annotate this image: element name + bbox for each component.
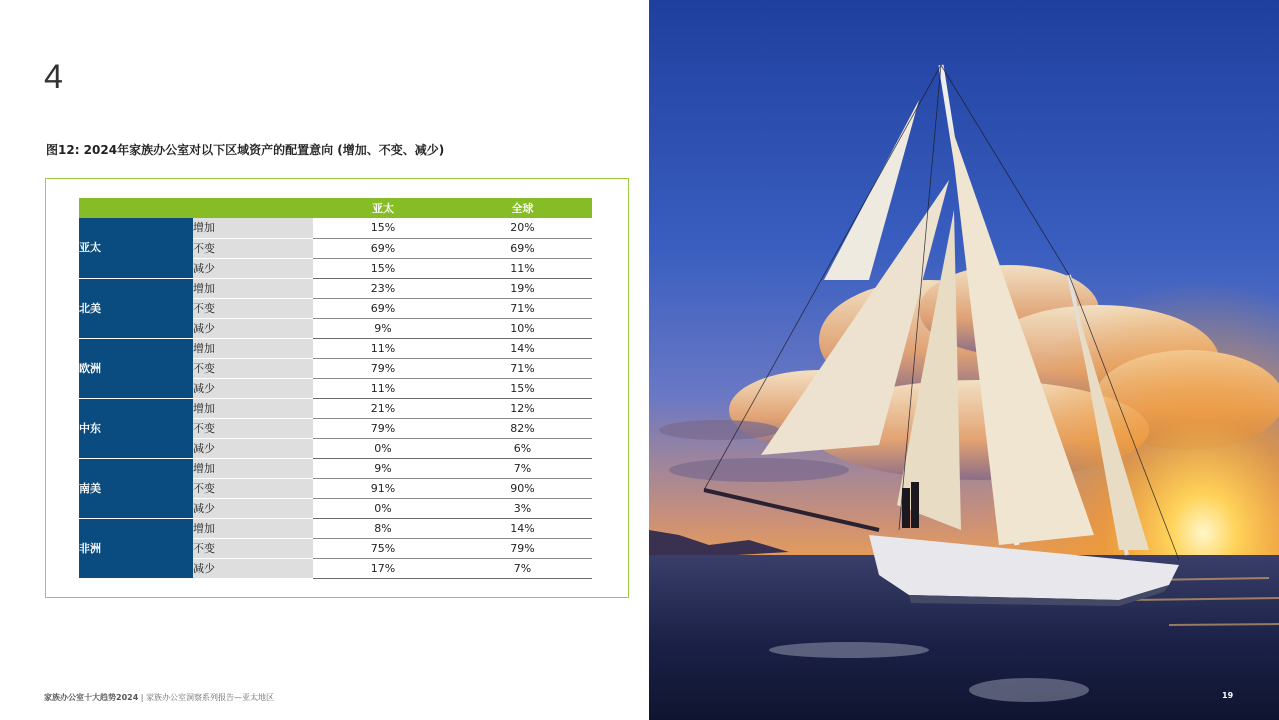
region-cell: 欧洲 xyxy=(79,338,193,398)
row-label: 减少 xyxy=(193,378,313,398)
value-global: 79% xyxy=(453,538,592,558)
row-label: 不变 xyxy=(193,478,313,498)
row-label: 增加 xyxy=(193,278,313,298)
table-row xyxy=(79,218,592,238)
value-global: 3% xyxy=(453,498,592,518)
row-label: 增加 xyxy=(193,458,313,478)
row-label: 减少 xyxy=(193,438,313,458)
footer-subtitle: 家族办公室洞察系列报告—亚太地区 xyxy=(146,693,275,702)
value-ap: 11% xyxy=(313,378,453,398)
value-ap: 79% xyxy=(313,418,453,438)
value-ap: 91% xyxy=(313,478,453,498)
row-label: 不变 xyxy=(193,538,313,558)
table-row xyxy=(79,278,592,298)
row-label: 增加 xyxy=(193,338,313,358)
figure-title: 图12: 2024年家族办公室对以下区域资产的配置意向 (增加、不变、减少) xyxy=(46,143,445,157)
value-global: 19% xyxy=(453,278,592,298)
value-global: 14% xyxy=(453,518,592,538)
row-label: 不变 xyxy=(193,358,313,378)
table-header-row xyxy=(79,198,592,218)
value-global: 90% xyxy=(453,478,592,498)
value-ap: 15% xyxy=(313,258,453,278)
value-ap: 11% xyxy=(313,338,453,358)
value-global: 11% xyxy=(453,258,592,278)
value-global: 20% xyxy=(453,218,592,238)
value-ap: 0% xyxy=(313,498,453,518)
value-ap: 9% xyxy=(313,458,453,478)
row-label: 减少 xyxy=(193,258,313,278)
col-header-global: 全球 xyxy=(453,198,592,218)
value-ap: 75% xyxy=(313,538,453,558)
value-ap: 69% xyxy=(313,238,453,258)
section-number: 4 xyxy=(44,58,63,96)
table-row xyxy=(79,518,592,538)
value-global: 15% xyxy=(453,378,592,398)
region-cell: 中东 xyxy=(79,398,193,458)
value-ap: 21% xyxy=(313,398,453,418)
value-global: 71% xyxy=(453,358,592,378)
row-label: 不变 xyxy=(193,418,313,438)
allocation-table xyxy=(79,198,592,579)
row-label: 增加 xyxy=(193,218,313,238)
value-ap: 17% xyxy=(313,558,453,578)
footer-title: 家族办公室十大趋势2024 xyxy=(44,693,139,702)
row-label: 减少 xyxy=(193,318,313,338)
value-global: 7% xyxy=(453,458,592,478)
value-global: 71% xyxy=(453,298,592,318)
sailboat-sunset-photo xyxy=(649,0,1279,720)
value-global: 69% xyxy=(453,238,592,258)
value-ap: 9% xyxy=(313,318,453,338)
footer xyxy=(44,692,274,703)
table-row xyxy=(79,338,592,358)
page-number: 19 xyxy=(1222,691,1234,700)
value-global: 10% xyxy=(453,318,592,338)
region-cell: 南美 xyxy=(79,458,193,518)
value-global: 82% xyxy=(453,418,592,438)
row-label: 不变 xyxy=(193,238,313,258)
value-ap: 69% xyxy=(313,298,453,318)
value-ap: 23% xyxy=(313,278,453,298)
value-global: 7% xyxy=(453,558,592,578)
region-cell: 非洲 xyxy=(79,518,193,578)
table-row xyxy=(79,458,592,478)
row-label: 减少 xyxy=(193,558,313,578)
region-cell: 北美 xyxy=(79,278,193,338)
value-ap: 15% xyxy=(313,218,453,238)
region-cell: 亚太 xyxy=(79,218,193,278)
col-header-ap: 亚太 xyxy=(313,198,453,218)
table-row xyxy=(79,398,592,418)
value-global: 14% xyxy=(453,338,592,358)
footer-separator: | xyxy=(138,693,147,702)
value-global: 12% xyxy=(453,398,592,418)
value-ap: 79% xyxy=(313,358,453,378)
value-ap: 8% xyxy=(313,518,453,538)
value-global: 6% xyxy=(453,438,592,458)
row-label: 减少 xyxy=(193,498,313,518)
table-header-blank xyxy=(79,198,313,218)
value-ap: 0% xyxy=(313,438,453,458)
row-label: 增加 xyxy=(193,398,313,418)
row-label: 增加 xyxy=(193,518,313,538)
row-label: 不变 xyxy=(193,298,313,318)
